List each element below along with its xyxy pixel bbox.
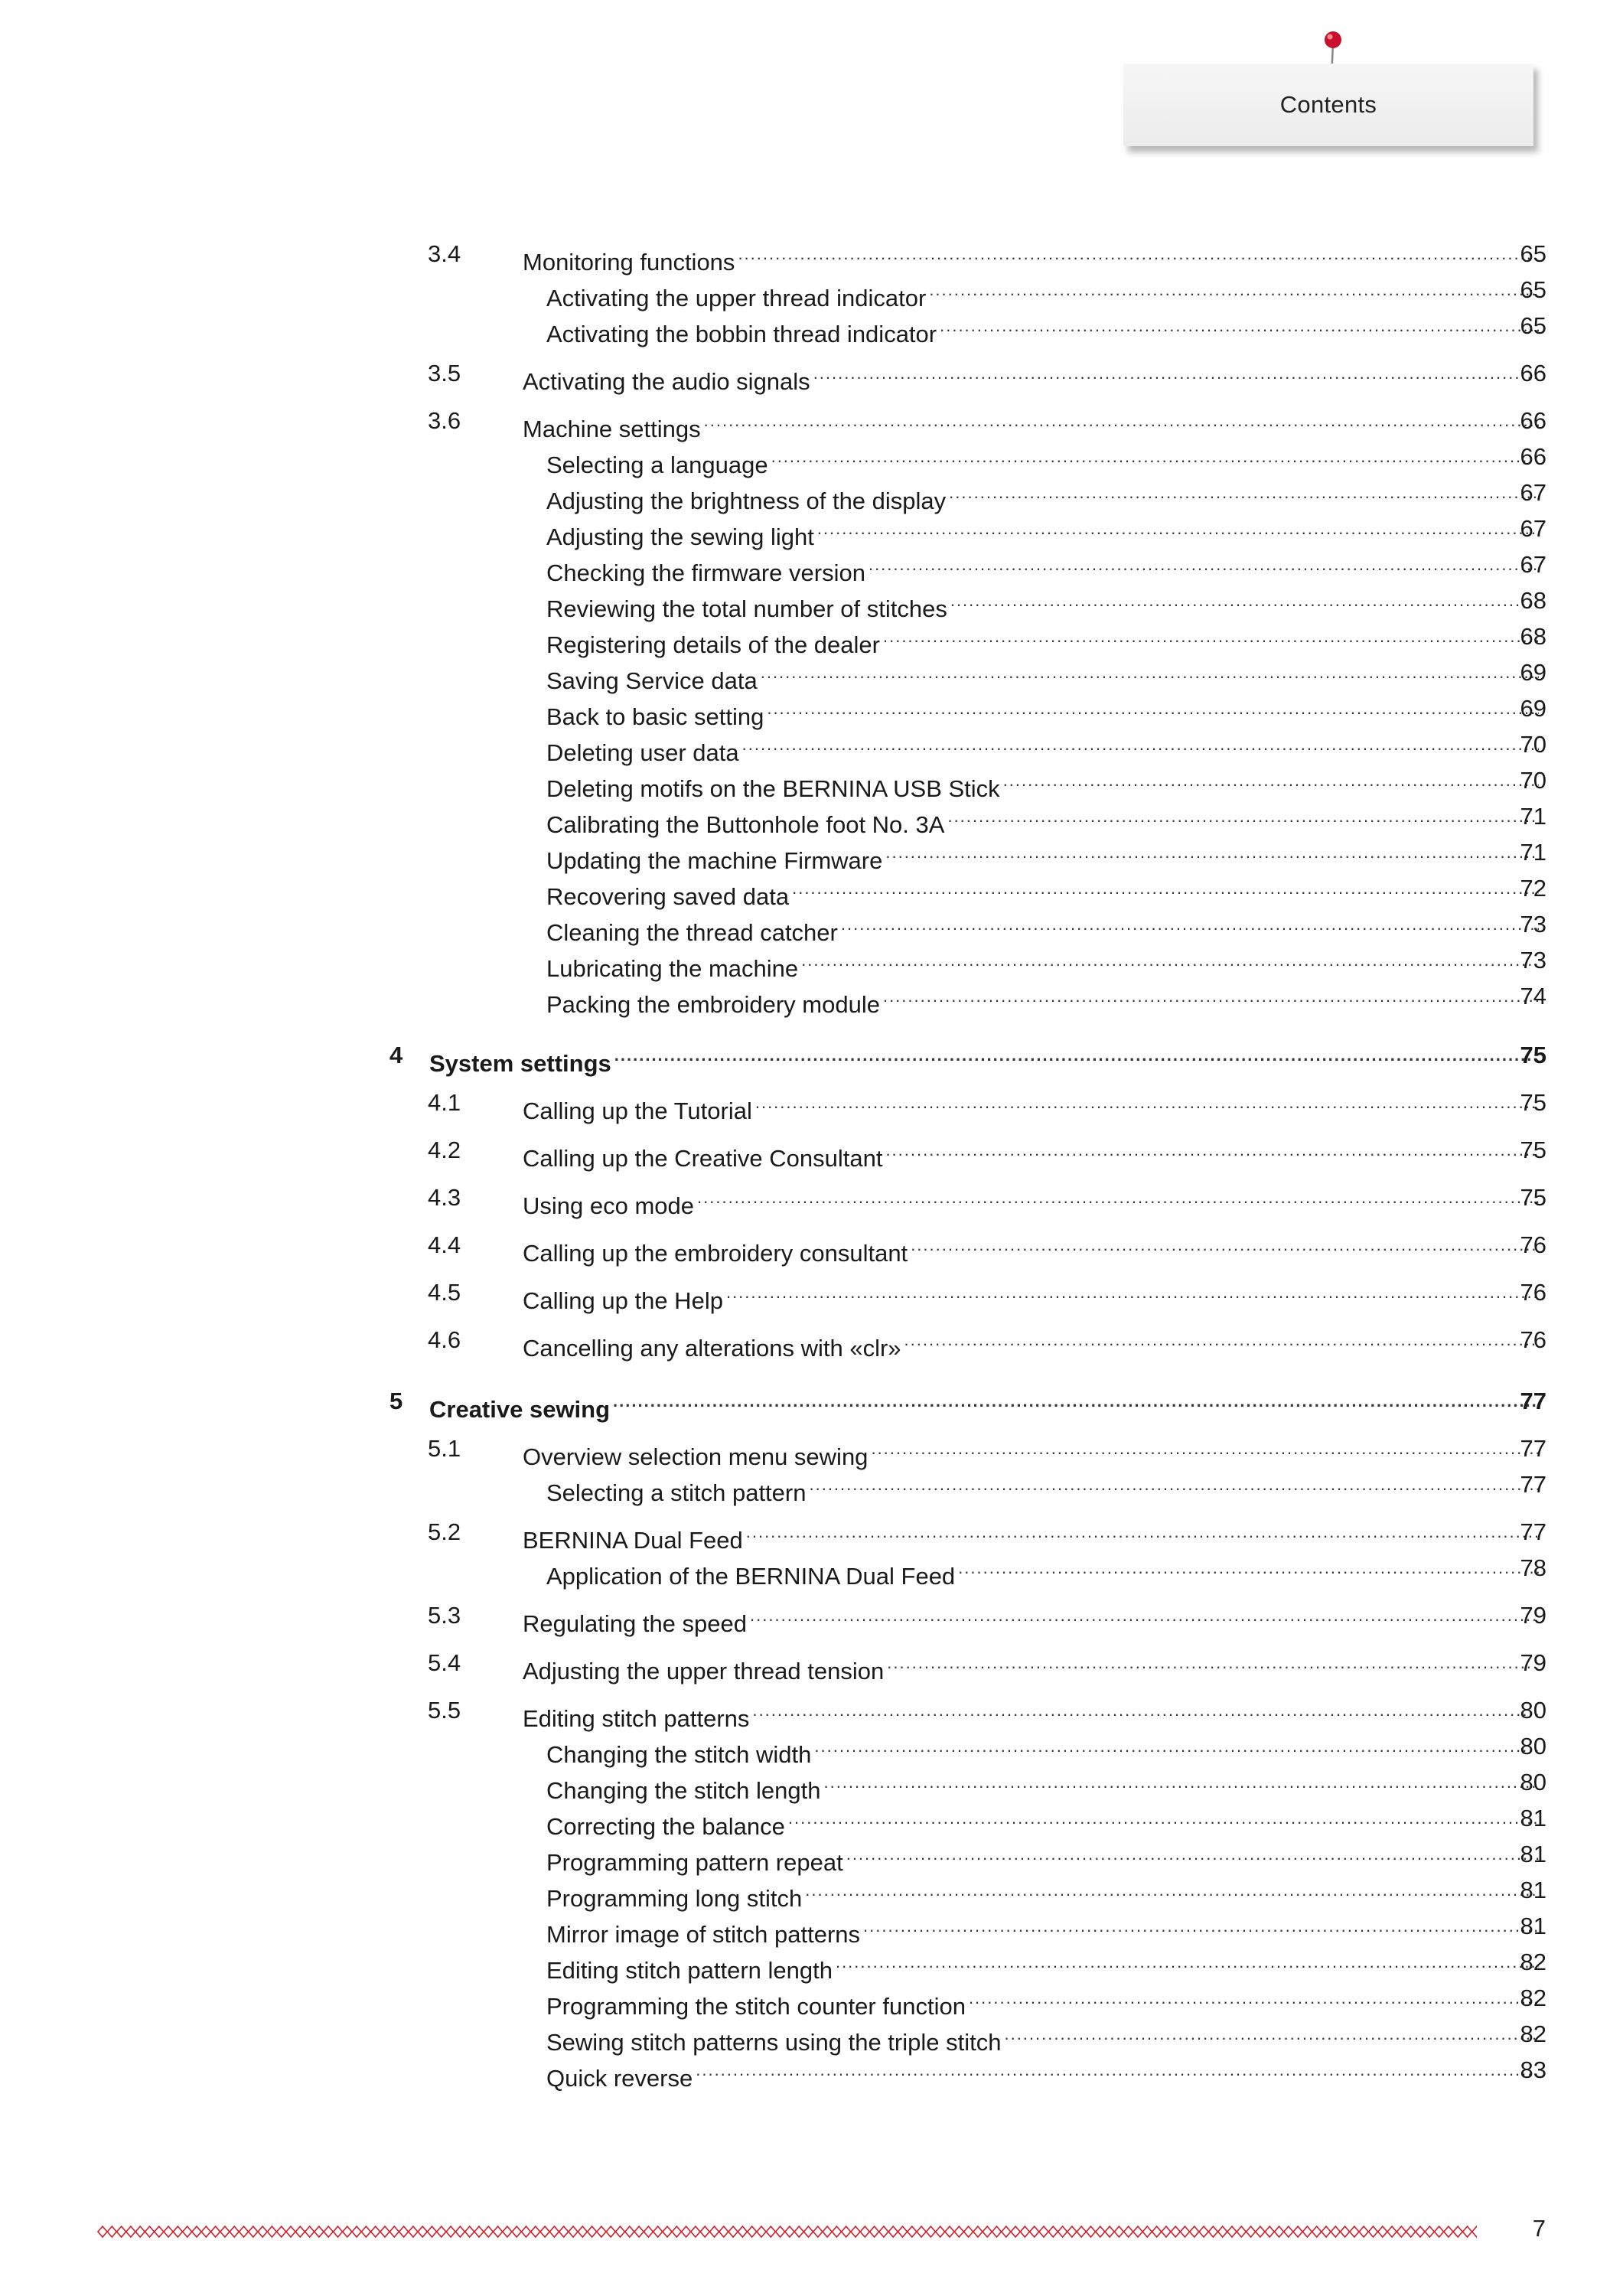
toc-entry-page: 76 <box>1520 1326 1546 1353</box>
toc-entry-title-leader <box>429 1039 1539 1080</box>
dot-leader <box>869 549 1539 581</box>
dot-leader <box>969 1982 1539 2014</box>
dot-leader <box>696 2054 1539 2086</box>
toc-entry-title-leader <box>546 549 1539 589</box>
toc-entry[interactable] <box>0 765 1623 802</box>
toc-entry-title-leader <box>546 693 1539 733</box>
dot-leader <box>883 621 1539 653</box>
toc-entry-number: 4.5 <box>428 1279 461 1306</box>
toc-entry-title: Editing stitch pattern length <box>546 1957 833 1984</box>
dot-leader <box>947 801 1539 833</box>
toc-entry-title: Calling up the Creative Consultant <box>523 1145 883 1172</box>
dot-leader <box>863 1910 1539 1942</box>
dot-leader <box>614 1039 1539 1071</box>
toc-entry-title: Registering details of the dealer <box>546 631 880 658</box>
dot-leader <box>814 1730 1539 1763</box>
toc-entry[interactable] <box>0 2018 1623 2056</box>
dot-leader <box>871 1433 1539 1465</box>
toc-entry-title: Deleting motifs on the BERNINA USB Stick <box>546 775 1000 802</box>
dot-leader <box>836 1946 1539 1978</box>
toc-entry[interactable] <box>0 310 1623 347</box>
toc-entry-page: 65 <box>1520 276 1546 303</box>
toc-entry-title: Back to basic setting <box>546 703 764 730</box>
toc-entry-number: 5 <box>389 1388 403 1414</box>
toc-entry-number: 4.4 <box>428 1231 461 1258</box>
toc-entry-page: 75 <box>1520 1089 1546 1116</box>
toc-entry-title: Calling up the Help <box>523 1287 723 1314</box>
toc-entry-page: 67 <box>1520 479 1546 506</box>
dot-leader <box>792 872 1539 905</box>
toc-entry-page: 75 <box>1520 1042 1546 1068</box>
toc-entry[interactable] <box>0 1730 1623 1768</box>
toc-entry-title: Activating the bobbin thread indicator <box>546 321 937 347</box>
toc-entry-page: 77 <box>1520 1471 1546 1498</box>
toc-entry-number: 4.1 <box>428 1089 461 1116</box>
toc-entry-title: Selecting a stitch pattern <box>546 1479 807 1506</box>
toc-entry-title-leader <box>546 837 1539 877</box>
toc-entry-title-leader <box>523 1087 1539 1127</box>
toc-entry[interactable] <box>0 513 1623 550</box>
toc-entry-number: 3.6 <box>428 407 461 434</box>
toc-entry-page: 80 <box>1520 1733 1546 1760</box>
dot-leader <box>887 1647 1539 1679</box>
toc-entry-page: 81 <box>1520 1913 1546 1939</box>
toc-entry-title-leader <box>523 1600 1539 1640</box>
page-number: 7 <box>1532 2215 1546 2242</box>
toc-entry-title: Calling up the embroidery consultant <box>523 1240 908 1267</box>
toc-entry-title-leader <box>546 1838 1539 1879</box>
toc-entry-title-leader <box>546 1910 1539 1951</box>
toc-entry[interactable] <box>0 621 1623 658</box>
toc-entry-page: 66 <box>1520 360 1546 386</box>
toc-entry-title: Changing the stitch length <box>546 1777 821 1804</box>
toc-entry-title-leader <box>546 657 1539 697</box>
toc-entry-title-leader <box>546 513 1539 553</box>
toc-entry[interactable] <box>0 908 1623 946</box>
dot-leader <box>911 1229 1539 1261</box>
dot-leader <box>697 1182 1539 1214</box>
toc-entry-page: 69 <box>1520 659 1546 686</box>
toc-entry-page: 80 <box>1520 1697 1546 1724</box>
toc-entry-page: 73 <box>1520 911 1546 938</box>
toc-entry-title-leader <box>523 1433 1539 1473</box>
dot-leader <box>846 1838 1539 1870</box>
toc-entry-page: 75 <box>1520 1137 1546 1163</box>
toc-entry-title: Adjusting the sewing light <box>546 523 814 550</box>
toc-entry[interactable] <box>0 837 1623 874</box>
toc-entry-title-leader <box>523 1516 1539 1557</box>
toc-entry-title: Quick reverse <box>546 2065 693 2092</box>
toc-entry-title: System settings <box>429 1050 611 1077</box>
toc-entry-page: 82 <box>1520 2020 1546 2047</box>
toc-entry-title-leader <box>546 1946 1539 1987</box>
dot-leader <box>904 1324 1539 1356</box>
dot-leader <box>885 837 1539 869</box>
toc-entry-title: Calling up the Tutorial <box>523 1097 752 1124</box>
toc-entry[interactable] <box>0 1802 1623 1840</box>
toc-entry-title-leader <box>546 1802 1539 1843</box>
toc-entry-title: Changing the stitch width <box>546 1741 812 1768</box>
dot-leader <box>883 980 1539 1013</box>
toc-entry[interactable] <box>0 1134 1623 1172</box>
toc-entry-number: 5.3 <box>428 1602 461 1629</box>
toc-entry-title-leader <box>546 2018 1539 2059</box>
toc-entry-title: BERNINA Dual Feed <box>523 1527 743 1554</box>
dot-leader <box>949 477 1539 509</box>
toc-entry[interactable] <box>0 1552 1623 1590</box>
toc-entry-title-leader <box>523 1694 1539 1735</box>
toc-entry[interactable] <box>0 405 1623 442</box>
toc-entry-page: 66 <box>1520 443 1546 470</box>
toc-entry[interactable] <box>0 1838 1623 1876</box>
toc-entry-title-leader <box>546 765 1539 805</box>
toc-entry[interactable] <box>0 274 1623 311</box>
toc-entry-number: 5.5 <box>428 1697 461 1724</box>
toc-entry-page: 77 <box>1520 1435 1546 1462</box>
toc-entry-page: 78 <box>1520 1554 1546 1581</box>
toc-entry[interactable] <box>0 1182 1623 1219</box>
toc-entry-title-leader <box>546 944 1539 985</box>
toc-entry[interactable] <box>0 1324 1623 1362</box>
toc-entry-title: Monitoring functions <box>523 249 735 276</box>
toc-entry-page: 82 <box>1520 1949 1546 1975</box>
toc-entry-number: 3.5 <box>428 360 461 386</box>
dot-leader <box>958 1552 1539 1584</box>
toc-entry-title-leader <box>546 310 1539 351</box>
toc-entry-title: Sewing stitch patterns using the triple stitch <box>546 2029 1002 2056</box>
toc-entry-title-leader <box>523 1647 1539 1688</box>
toc-entry-title: Regulating the speed <box>523 1610 748 1637</box>
dot-leader <box>950 585 1539 617</box>
toc-entry-page: 81 <box>1520 1877 1546 1903</box>
decorative-border <box>93 2224 1477 2239</box>
toc-entry-title-leader <box>523 1134 1539 1175</box>
toc-entry-title: Packing the embroidery module <box>546 991 880 1018</box>
toc-entry-title-leader <box>546 585 1539 625</box>
toc-entry-page: 81 <box>1520 1841 1546 1867</box>
toc-entry-title: Using eco mode <box>523 1192 695 1219</box>
toc-entry-page: 79 <box>1520 1649 1546 1676</box>
toc-entry-title: Checking the firmware version <box>546 559 865 586</box>
toc-entry-title-leader <box>546 1469 1539 1509</box>
toc-entry-page: 75 <box>1520 1184 1546 1211</box>
toc-entry[interactable] <box>0 693 1623 730</box>
toc-entry[interactable] <box>0 238 1623 276</box>
toc-entry-title: Application of the BERNINA Dual Feed <box>546 1563 956 1590</box>
toc-entry[interactable] <box>0 944 1623 982</box>
toc-entry-title: Updating the machine Firmware <box>546 847 883 874</box>
toc-entry[interactable] <box>0 441 1623 478</box>
dot-leader <box>929 274 1539 306</box>
toc-entry-title-leader <box>523 1229 1539 1270</box>
dot-leader <box>885 1134 1539 1166</box>
dot-leader <box>613 1385 1539 1417</box>
dot-leader <box>841 908 1539 941</box>
toc-entry-number: 4 <box>389 1042 403 1068</box>
toc-entry-title-leader <box>523 1324 1539 1365</box>
toc-entry[interactable] <box>0 585 1623 622</box>
toc-entry-title: Lubricating the machine <box>546 955 799 982</box>
toc-entry[interactable] <box>0 1087 1623 1124</box>
toc-entry-title-leader <box>546 1874 1539 1915</box>
dot-leader <box>738 238 1539 270</box>
toc-entry-title-leader <box>546 801 1539 841</box>
toc-entry-title-leader <box>523 1182 1539 1222</box>
toc-entry-number: 5.4 <box>428 1649 461 1676</box>
toc-entry-title-leader <box>523 238 1539 279</box>
dot-leader <box>746 1516 1539 1548</box>
toc-entry-number: 4.6 <box>428 1326 461 1353</box>
toc-entry-title-leader <box>546 1552 1539 1593</box>
toc-entry[interactable] <box>0 549 1623 586</box>
toc-entry-page: 81 <box>1520 1805 1546 1831</box>
dot-leader <box>823 1766 1539 1799</box>
toc-entry-title: Activating the upper thread indicator <box>546 285 927 311</box>
dot-leader <box>817 513 1539 545</box>
toc-entry-title: Deleting user data <box>546 739 739 766</box>
toc-entry-title-leader <box>546 2054 1539 2095</box>
toc-entry-title-leader <box>546 980 1539 1021</box>
toc-entry-page: 68 <box>1520 623 1546 650</box>
toc-entry-title-leader <box>546 729 1539 769</box>
toc-entry-title-leader <box>546 621 1539 661</box>
toc-entry[interactable] <box>0 1469 1623 1506</box>
dot-leader <box>750 1600 1539 1632</box>
toc-entry-title: Adjusting the brightness of the display <box>546 488 947 514</box>
toc-entry-page: 67 <box>1520 551 1546 578</box>
toc-entry[interactable] <box>0 801 1623 838</box>
dot-leader <box>767 693 1539 725</box>
toc-entry-title-leader <box>546 1766 1539 1807</box>
toc-entry-title-leader <box>429 1385 1539 1426</box>
toc-entry-title-leader <box>546 274 1539 315</box>
toc-entry[interactable] <box>0 1229 1623 1267</box>
toc-entry-page: 65 <box>1520 312 1546 339</box>
toc-entry[interactable] <box>0 1874 1623 1912</box>
toc-entry-page: 71 <box>1520 803 1546 830</box>
toc-entry[interactable] <box>0 2054 1623 2092</box>
toc-entry-page: 66 <box>1520 407 1546 434</box>
toc-entry[interactable] <box>0 1385 1623 1423</box>
toc-entry-page: 76 <box>1520 1231 1546 1258</box>
toc-entry[interactable] <box>0 1694 1623 1732</box>
dot-leader <box>755 1087 1539 1119</box>
toc-entry-page: 77 <box>1520 1518 1546 1545</box>
toc-entry-title: Machine settings <box>523 416 701 442</box>
toc-entry[interactable] <box>0 729 1623 766</box>
toc-entry-page: 76 <box>1520 1279 1546 1306</box>
toc-entry-page: 71 <box>1520 839 1546 866</box>
toc-entry-title: Cancelling any alterations with «clr» <box>523 1335 901 1362</box>
toc-entry[interactable] <box>0 980 1623 1018</box>
dot-leader <box>704 405 1539 437</box>
toc-entry-page: 80 <box>1520 1769 1546 1795</box>
dot-leader <box>805 1874 1539 1906</box>
toc-entry-title: Programming long stitch <box>546 1885 803 1912</box>
toc-entry-title-leader <box>523 1277 1539 1317</box>
toc-entry-page: 69 <box>1520 695 1546 722</box>
dot-leader <box>761 657 1539 689</box>
dot-leader <box>788 1802 1539 1835</box>
toc-entry[interactable] <box>0 1039 1623 1077</box>
contents-tab-label: Contents <box>1279 91 1377 118</box>
dot-leader <box>813 357 1539 390</box>
toc-entry-page: 77 <box>1520 1388 1546 1414</box>
toc-entry-number: 4.3 <box>428 1184 461 1211</box>
dot-leader <box>771 441 1539 473</box>
toc-entry-title-leader <box>546 1730 1539 1771</box>
dot-leader <box>809 1469 1539 1501</box>
toc-entry-number: 5.1 <box>428 1435 461 1462</box>
toc-entry-title-leader <box>546 872 1539 913</box>
dot-leader <box>801 944 1539 977</box>
toc-entry-title: Correcting the balance <box>546 1813 785 1840</box>
toc-entry-page: 68 <box>1520 587 1546 614</box>
toc-entry[interactable] <box>0 1982 1623 2020</box>
toc-entry-page: 83 <box>1520 2056 1546 2083</box>
toc-entry[interactable] <box>0 1600 1623 1637</box>
toc-entry-title: Editing stitch patterns <box>523 1705 750 1732</box>
toc-entry-title-leader <box>546 477 1539 517</box>
toc-entry-title: Creative sewing <box>429 1396 611 1423</box>
toc-entry-number: 3.4 <box>428 240 461 267</box>
toc-entry-title: Adjusting the upper thread tension <box>523 1658 885 1684</box>
dot-leader <box>726 1277 1539 1309</box>
toc-entry-title: Recovering saved data <box>546 883 790 910</box>
toc-entry[interactable] <box>0 1277 1623 1314</box>
toc-entry[interactable] <box>0 1647 1623 1684</box>
toc-entry-title: Calibrating the Buttonhole foot No. 3A <box>546 811 945 838</box>
toc-entry-title: Mirror image of stitch patterns <box>546 1921 861 1948</box>
toc-entry-title: Activating the audio signals <box>523 368 810 395</box>
toc-entry-title: Saving Service data <box>546 667 758 694</box>
toc-entry-page: 65 <box>1520 240 1546 267</box>
toc-entry[interactable] <box>0 477 1623 514</box>
toc-entry-page: 70 <box>1520 767 1546 794</box>
toc-entry-title: Reviewing the total number of stitches <box>546 595 947 622</box>
toc-entry[interactable] <box>0 872 1623 910</box>
toc-entry-title: Programming the stitch counter function <box>546 1993 966 2020</box>
toc-entry-number: 4.2 <box>428 1137 461 1163</box>
dot-leader <box>752 1694 1539 1727</box>
toc-entry-title-leader <box>546 441 1539 481</box>
dot-leader <box>1004 2018 1539 2050</box>
dot-leader <box>742 729 1539 761</box>
toc-entry-title-leader <box>546 908 1539 949</box>
toc-entry-title-leader <box>546 1982 1539 2023</box>
toc-entry-page: 70 <box>1520 731 1546 758</box>
toc-entry-page: 79 <box>1520 1602 1546 1629</box>
toc-entry[interactable] <box>0 657 1623 694</box>
toc-entry-page: 73 <box>1520 947 1546 974</box>
dot-leader <box>1003 765 1539 797</box>
toc-entry[interactable] <box>0 1910 1623 1948</box>
toc-entry[interactable] <box>0 1516 1623 1554</box>
toc-entry-title: Programming pattern repeat <box>546 1849 843 1876</box>
toc-entry-page: 74 <box>1520 983 1546 1009</box>
toc-entry-title: Cleaning the thread catcher <box>546 919 838 946</box>
toc-entry-title-leader <box>523 405 1539 445</box>
toc-entry[interactable] <box>0 357 1623 395</box>
toc-entry-page: 82 <box>1520 1985 1546 2011</box>
toc-entry-title: Overview selection menu sewing <box>523 1443 869 1470</box>
toc-entry[interactable] <box>0 1433 1623 1470</box>
toc-entry-page: 72 <box>1520 875 1546 902</box>
toc-entry-title-leader <box>523 357 1539 398</box>
toc-entry[interactable] <box>0 1766 1623 1804</box>
toc-entry-title: Selecting a language <box>546 452 768 478</box>
dot-leader <box>940 310 1539 342</box>
toc-entry[interactable] <box>0 1946 1623 1984</box>
toc-entry-number: 5.2 <box>428 1518 461 1545</box>
toc-entry-page: 67 <box>1520 515 1546 542</box>
